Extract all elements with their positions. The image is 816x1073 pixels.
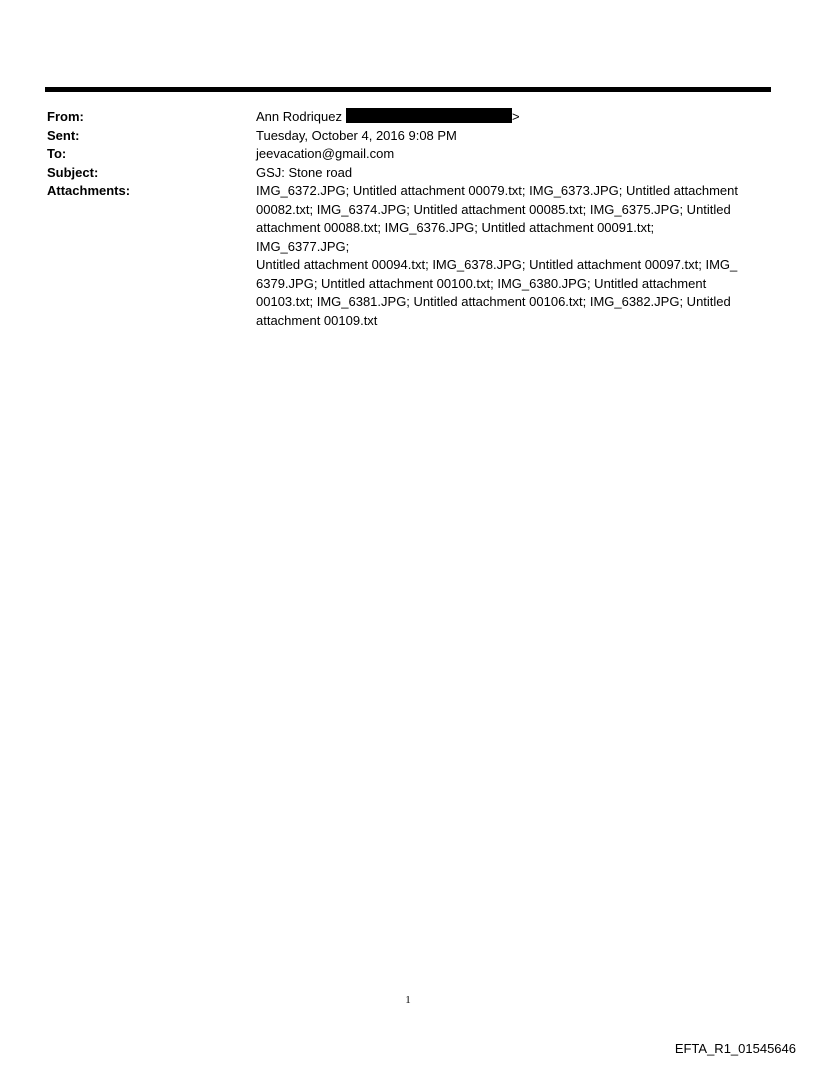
redaction-box xyxy=(346,108,512,123)
attachments-line: 6379.JPG; Untitled attachment 00100.txt; IMG_6380.JPG; Untitled attachment xyxy=(256,275,707,291)
attachments-line: attachment 00088.txt; IMG_6376.JPG; Untitled attachment 00091.txt; IMG_6377.JPG; xyxy=(256,220,655,254)
subject-value: GSJ: Stone road xyxy=(256,164,353,180)
attachments-line: IMG_6372.JPG; Untitled attachment 00079.txt; IMG_6373.JPG; Untitled attachment xyxy=(256,183,738,198)
attachments-line: attachment 00109.txt xyxy=(256,312,378,328)
sent-row xyxy=(47,127,747,146)
sent-value: Tuesday, October 4, 2016 9:08 PM xyxy=(256,127,457,143)
subject-row xyxy=(47,164,747,183)
attachments-row xyxy=(47,182,747,330)
attachments-line: Untitled attachment 00094.txt; IMG_6378.JPG; Untitled attachment 00097.txt; IMG_ xyxy=(256,257,738,272)
from-value xyxy=(256,108,747,127)
sent-label: Sent: xyxy=(47,127,80,143)
to-row xyxy=(47,145,747,164)
attachments-line: 00103.txt; IMG_6381.JPG; Untitled attachment 00106.txt; IMG_6382.JPG; Untitled xyxy=(256,294,731,309)
from-label: From: xyxy=(47,109,84,124)
bates-number: EFTA_R1_01545646 xyxy=(674,1041,796,1056)
to-value: jeevacation@gmail.com xyxy=(256,146,395,161)
attachments-value xyxy=(256,182,747,330)
header-rule xyxy=(45,87,771,92)
email-header xyxy=(47,108,747,330)
attachments-label: Attachments: xyxy=(47,183,131,198)
from-tail: > xyxy=(512,109,520,124)
to-label: To: xyxy=(47,146,67,161)
subject-label: Subject: xyxy=(47,164,99,180)
page-number: 1 xyxy=(405,994,411,1006)
from-name: Ann Rodriquez xyxy=(256,109,342,124)
from-row xyxy=(47,108,747,127)
attachments-line: 00082.txt; IMG_6374.JPG; Untitled attachment 00085.txt; IMG_6375.JPG; Untitled xyxy=(256,201,731,217)
